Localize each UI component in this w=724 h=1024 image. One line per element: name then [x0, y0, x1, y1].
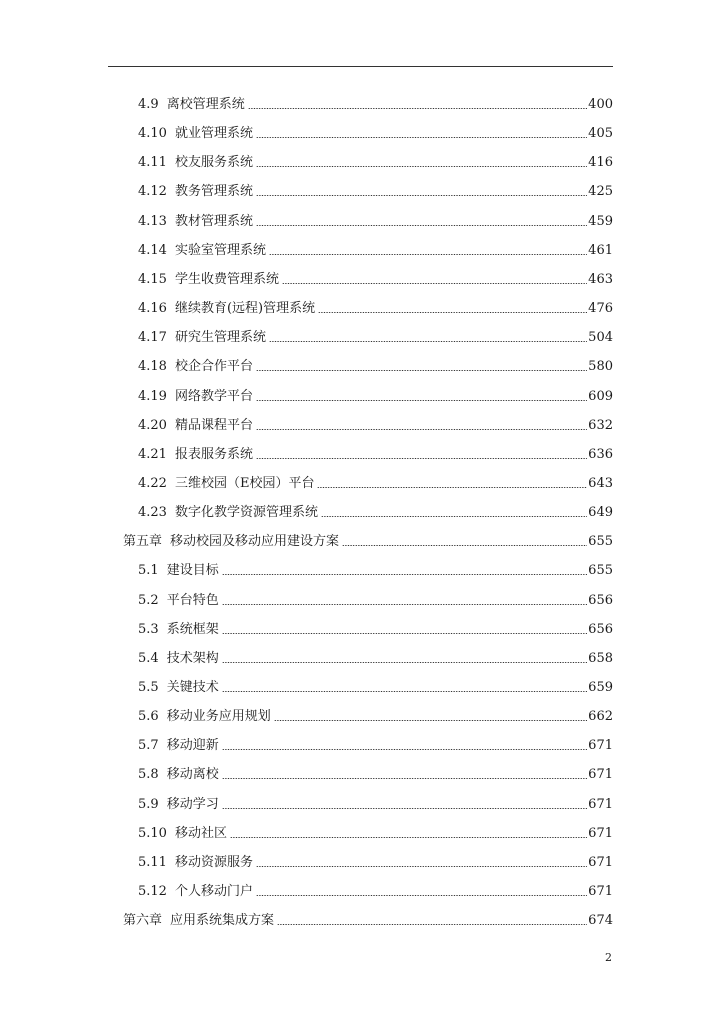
toc-entry-title: 移动社区: [174, 825, 227, 841]
toc-entry-page: 416: [588, 155, 613, 171]
toc-entry-number: 5.9: [138, 796, 159, 812]
toc-entry-number: 4.11: [138, 155, 167, 171]
toc-entry-title: 校友服务系统: [174, 155, 253, 171]
toc-entry-title: 三维校园（E校园）平台: [174, 475, 315, 491]
toc-entry-page: 405: [588, 126, 613, 142]
toc-entry-number: 4.13: [138, 213, 167, 229]
toc-entry-page: 671: [588, 825, 613, 841]
dot-leader: [256, 895, 587, 896]
toc-entry-page: 671: [588, 884, 613, 900]
toc-entry-number: 5.6: [138, 709, 159, 725]
toc-entry[interactable]: [138, 674, 613, 696]
toc-entry-number: 5.3: [138, 621, 159, 637]
toc-entry[interactable]: [138, 441, 613, 463]
dot-leader: [321, 516, 587, 517]
dot-leader: [222, 778, 587, 779]
dot-leader: [269, 254, 587, 255]
toc-entry[interactable]: [123, 528, 613, 550]
dot-leader: [222, 691, 587, 692]
toc-entry-number: 4.12: [138, 184, 167, 200]
toc-entry-page: 656: [588, 621, 613, 637]
toc-entry-title: 个人移动门户: [174, 884, 253, 900]
toc-entry-page: 656: [588, 592, 613, 608]
toc-entry[interactable]: [138, 616, 613, 638]
dot-leader: [222, 604, 587, 605]
toc-entry-page: 643: [588, 475, 613, 491]
toc-entry-title: 精品课程平台: [174, 417, 253, 433]
toc-entry-title: 应用系统集成方案: [170, 913, 275, 929]
toc-entry-title: 继续教育(远程)管理系统: [174, 301, 316, 317]
toc-entry-page: 655: [588, 534, 613, 550]
toc-entry[interactable]: [138, 557, 613, 579]
toc-entry-number: 4.14: [138, 242, 167, 258]
toc-entry-title: 建设目标: [166, 563, 219, 579]
dot-leader: [256, 225, 587, 226]
toc-entry[interactable]: [138, 791, 613, 813]
toc-entry-number: 4.10: [138, 126, 167, 142]
header-rule: [108, 66, 613, 67]
toc-entry[interactable]: [138, 703, 613, 725]
toc-entry[interactable]: [123, 907, 613, 929]
toc-entry-number: 4.23: [138, 505, 167, 521]
toc-entry-title: 网络教学平台: [174, 388, 253, 404]
toc-entry-page: 504: [588, 330, 613, 346]
toc-entry-page: 674: [588, 913, 613, 929]
toc-entry-number: 4.15: [138, 271, 167, 287]
toc-entry[interactable]: [138, 645, 613, 667]
toc-entry-title: 系统框架: [166, 621, 219, 637]
toc-entry-title: 移动迎新: [166, 738, 219, 754]
toc-entry[interactable]: [138, 120, 613, 142]
dot-leader: [277, 924, 587, 925]
toc-entry[interactable]: [138, 732, 613, 754]
dot-leader: [317, 487, 587, 488]
toc-entry-page: 463: [588, 271, 613, 287]
toc-entry-title: 移动资源服务: [174, 854, 253, 870]
toc-entry-number: 4.17: [138, 330, 167, 346]
toc-entry[interactable]: [138, 324, 613, 346]
toc-entry-page: 609: [588, 388, 613, 404]
toc-entry[interactable]: [138, 587, 613, 609]
toc-entry[interactable]: [138, 237, 613, 259]
dot-leader: [222, 749, 587, 750]
toc-entry-page: 636: [588, 446, 613, 462]
toc-entry-page: 632: [588, 417, 613, 433]
toc-entry-number: 5.5: [138, 680, 159, 695]
dot-leader: [222, 574, 587, 575]
toc-entry-number: 4.21: [138, 446, 167, 462]
toc-entry-number: 5.1: [138, 563, 159, 579]
toc-entry[interactable]: [138, 761, 613, 783]
toc-entry-title: 学生收费管理系统: [174, 271, 279, 287]
dot-leader: [256, 137, 587, 138]
toc-entry-title: 移动离校: [166, 767, 219, 783]
toc-entry[interactable]: [138, 91, 613, 113]
toc-entry-number: 4.9: [138, 97, 159, 112]
toc-entry-page: 655: [588, 563, 613, 579]
toc-entry-number: 5.2: [138, 592, 159, 608]
toc-entry-page: 580: [588, 359, 613, 375]
dot-leader: [274, 720, 587, 721]
toc-entry[interactable]: [138, 470, 613, 492]
dot-leader: [256, 458, 587, 459]
toc-entry[interactable]: [138, 383, 613, 405]
toc-entry[interactable]: [138, 849, 613, 871]
toc-entry-page: 461: [588, 242, 613, 258]
toc-entry-number: 5.10: [138, 825, 167, 841]
toc-entry-number: 4.19: [138, 388, 167, 404]
toc-entry-number: 5.8: [138, 767, 159, 783]
dot-leader: [256, 429, 587, 430]
dot-leader: [269, 341, 587, 342]
toc-entry-page: 649: [588, 505, 613, 521]
toc-entry-page: 671: [588, 767, 613, 783]
dot-leader: [342, 545, 587, 546]
toc-entry-number: 第六章: [123, 913, 163, 929]
toc-entry-number: 4.18: [138, 359, 167, 375]
toc-entry-title: 就业管理系统: [174, 126, 253, 142]
toc-entry-title: 数字化教学资源管理系统: [174, 505, 318, 521]
dot-leader: [282, 283, 587, 284]
toc-entry[interactable]: [138, 499, 613, 521]
toc-entry-number: 5.11: [138, 854, 167, 870]
dot-leader: [222, 808, 587, 809]
toc-entry-number: 4.22: [138, 475, 167, 491]
toc-entry[interactable]: [138, 208, 613, 230]
toc-entry[interactable]: [138, 353, 613, 375]
toc-entry-number: 4.16: [138, 301, 167, 317]
dot-leader: [222, 662, 587, 663]
toc-entry-title: 移动学习: [166, 796, 219, 812]
toc-entry[interactable]: [138, 878, 613, 900]
toc-entry-page: 671: [588, 854, 613, 870]
dot-leader: [256, 166, 587, 167]
toc-entry-title: 研究生管理系统: [174, 330, 266, 346]
toc-entry-title: 技术架构: [166, 650, 219, 666]
toc-entry-page: 658: [588, 650, 613, 666]
toc-entry-page: 662: [588, 709, 613, 725]
toc-entry-page: 476: [588, 301, 613, 317]
toc-entry[interactable]: [138, 149, 613, 171]
toc-entry-page: 400: [588, 97, 613, 112]
toc-entry[interactable]: [138, 820, 613, 842]
toc-entry-title: 校企合作平台: [174, 359, 253, 375]
toc-entry[interactable]: [138, 295, 613, 317]
dot-leader: [230, 837, 587, 838]
dot-leader: [256, 195, 587, 196]
toc-entry-title: 移动业务应用规划: [166, 709, 271, 725]
toc-entry-title: 报表服务系统: [174, 446, 253, 462]
toc-entry[interactable]: [138, 178, 613, 200]
toc-entry-page: 425: [588, 184, 613, 200]
toc-entry-title: 离校管理系统: [166, 97, 245, 112]
dot-leader: [256, 370, 587, 371]
toc-entry-page: 671: [588, 796, 613, 812]
dot-leader: [256, 400, 587, 401]
toc-entry-title: 平台特色: [166, 592, 219, 608]
toc-entry-title: 教务管理系统: [174, 184, 253, 200]
dot-leader: [318, 312, 587, 313]
toc-entry-title: 教材管理系统: [174, 213, 253, 229]
toc-entry-number: 5.12: [138, 884, 167, 900]
toc-entry[interactable]: [138, 266, 613, 288]
dot-leader: [222, 633, 587, 634]
dot-leader: [248, 108, 587, 109]
toc-entry-page: 671: [588, 738, 613, 754]
toc-entry-number: 第五章: [123, 534, 163, 550]
toc-entry-number: 4.20: [138, 417, 167, 433]
toc-entry-title: 移动校园及移动应用建设方案: [170, 534, 340, 550]
toc-entry-number: 5.7: [138, 738, 159, 754]
toc-entry[interactable]: [138, 412, 613, 434]
toc-entry-number: 5.4: [138, 650, 159, 666]
dot-leader: [256, 866, 587, 867]
toc-entry-title: 实验室管理系统: [174, 242, 266, 258]
page-number: 2: [605, 951, 612, 964]
toc-entry-page: 659: [588, 680, 613, 695]
toc-entry-title: 关键技术: [166, 680, 219, 695]
toc-entry-page: 459: [588, 213, 613, 229]
